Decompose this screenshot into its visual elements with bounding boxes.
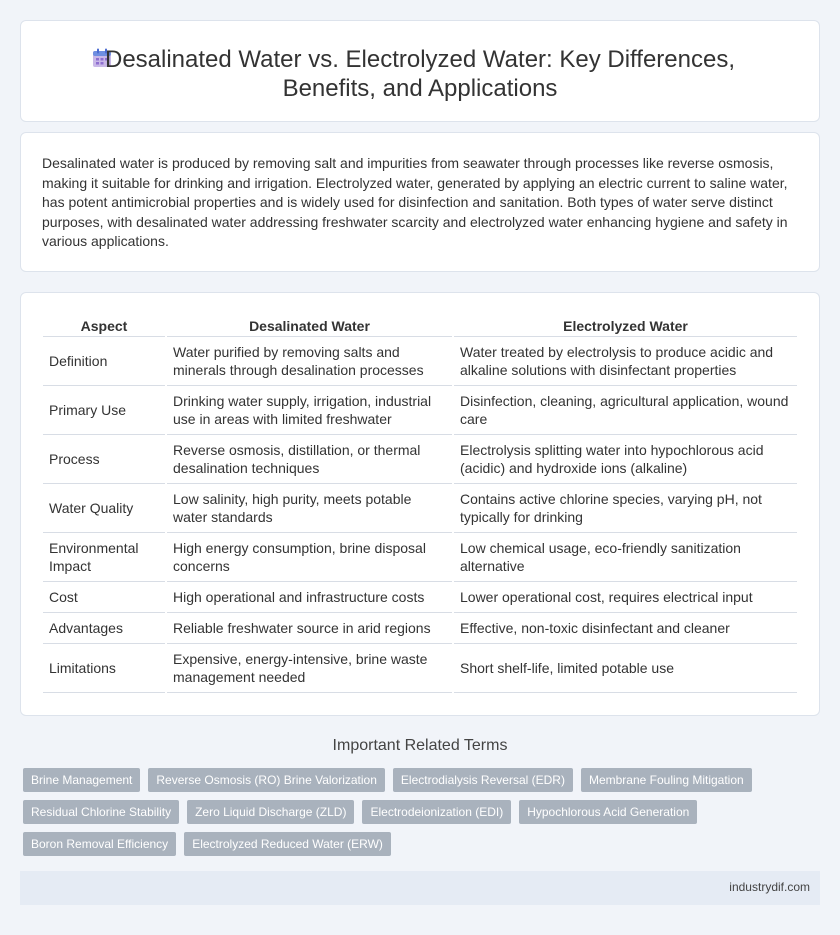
header-desalinated: Desalinated Water (167, 317, 452, 337)
row-electrolyzed: Low chemical usage, eco-friendly sanitization alternative (454, 533, 797, 582)
row-electrolyzed: Water treated by electrolysis to produce acidic and alkaline solutions with disinfectant properties (454, 337, 797, 386)
table-row (43, 582, 797, 613)
row-aspect: Water Quality (43, 484, 165, 533)
row-electrolyzed: Contains active chlorine species, varying pH, not typically for drinking (454, 484, 797, 533)
row-aspect: Environmental Impact (43, 533, 165, 582)
row-desalinated: Drinking water supply, irrigation, industrial use in areas with limited freshwater (167, 386, 452, 435)
tag-residual-chlorine[interactable]: Residual Chlorine Stability (23, 800, 179, 824)
row-desalinated: Reverse osmosis, distillation, or thermal desalination techniques (167, 435, 452, 484)
footer-site-link[interactable]: industrydif.com (729, 880, 810, 894)
row-desalinated: Water purified by removing salts and minerals through desalination processes (167, 337, 452, 386)
tag-edi[interactable]: Electrodeionization (EDI) (362, 800, 511, 824)
table-row (43, 337, 797, 386)
row-desalinated: High operational and infrastructure costs (167, 582, 452, 613)
table-row (43, 435, 797, 484)
related-terms-title: Important Related Terms (332, 737, 508, 754)
row-electrolyzed: Lower operational cost, requires electrical input (454, 582, 797, 613)
row-desalinated: Low salinity, high purity, meets potable water standards (167, 484, 452, 533)
row-desalinated: Reliable freshwater source in arid regions (167, 613, 452, 644)
row-aspect: Primary Use (43, 386, 165, 435)
tag-brine-management[interactable]: Brine Management (23, 768, 140, 792)
related-terms-tags (23, 768, 803, 856)
row-aspect: Advantages (43, 613, 165, 644)
row-aspect: Process (43, 435, 165, 484)
page-title (21, 45, 819, 103)
tag-boron-removal[interactable]: Boron Removal Efficiency (23, 832, 176, 856)
tag-ro-brine-valorization[interactable]: Reverse Osmosis (RO) Brine Valorization (148, 768, 385, 792)
intro-card (20, 132, 820, 272)
row-electrolyzed: Short shelf-life, limited potable use (454, 644, 797, 693)
page-title-line2: Benefits, and Applications (282, 75, 558, 102)
intro-paragraph: Desalinated water is produced by removing salt and impurities from seawater through processes like reverse osmosis, making it suitable for drinking and irrigation. Electrolyzed water, generated by applying an electric current to saline water, has potent antimicrobial properties and is widely used for disinfection and sanitation. Both types of water serve distinct purposes, with desalinated water addressing freshwater scarcity and electrolyzed water enhancing hygiene and safety in various applications. (42, 155, 788, 249)
row-desalinated: High energy consumption, brine disposal concerns (167, 533, 452, 582)
comparison-card (20, 292, 820, 716)
tag-edr[interactable]: Electrodialysis Reversal (EDR) (393, 768, 573, 792)
table-row (43, 613, 797, 644)
tag-erw[interactable]: Electrolyzed Reduced Water (ERW) (184, 832, 391, 856)
tag-membrane-fouling[interactable]: Membrane Fouling Mitigation (581, 768, 752, 792)
table-header-row (43, 317, 797, 337)
row-electrolyzed: Electrolysis splitting water into hypochlorous acid (acidic) and hydroxide ions (alkaline) (454, 435, 797, 484)
tag-zld[interactable]: Zero Liquid Discharge (ZLD) (187, 800, 354, 824)
row-electrolyzed: Disinfection, cleaning, agricultural application, wound care (454, 386, 797, 435)
comparison-table (41, 317, 799, 693)
row-aspect: Limitations (43, 644, 165, 693)
header-aspect: Aspect (43, 317, 165, 337)
header-electrolyzed: Electrolyzed Water (454, 317, 797, 337)
table-row (43, 644, 797, 693)
footer (20, 871, 820, 905)
row-desalinated: Expensive, energy-intensive, brine waste management needed (167, 644, 452, 693)
table-row (43, 533, 797, 582)
row-electrolyzed: Effective, non-toxic disinfectant and cleaner (454, 613, 797, 644)
row-aspect: Cost (43, 582, 165, 613)
title-card (20, 20, 820, 122)
row-aspect: Definition (43, 337, 165, 386)
table-row (43, 484, 797, 533)
table-row (43, 386, 797, 435)
page-title-line1: Desalinated Water vs. Electrolyzed Water: Key Differences, (104, 46, 736, 73)
tag-hypochlorous-acid[interactable]: Hypochlorous Acid Generation (519, 800, 697, 824)
